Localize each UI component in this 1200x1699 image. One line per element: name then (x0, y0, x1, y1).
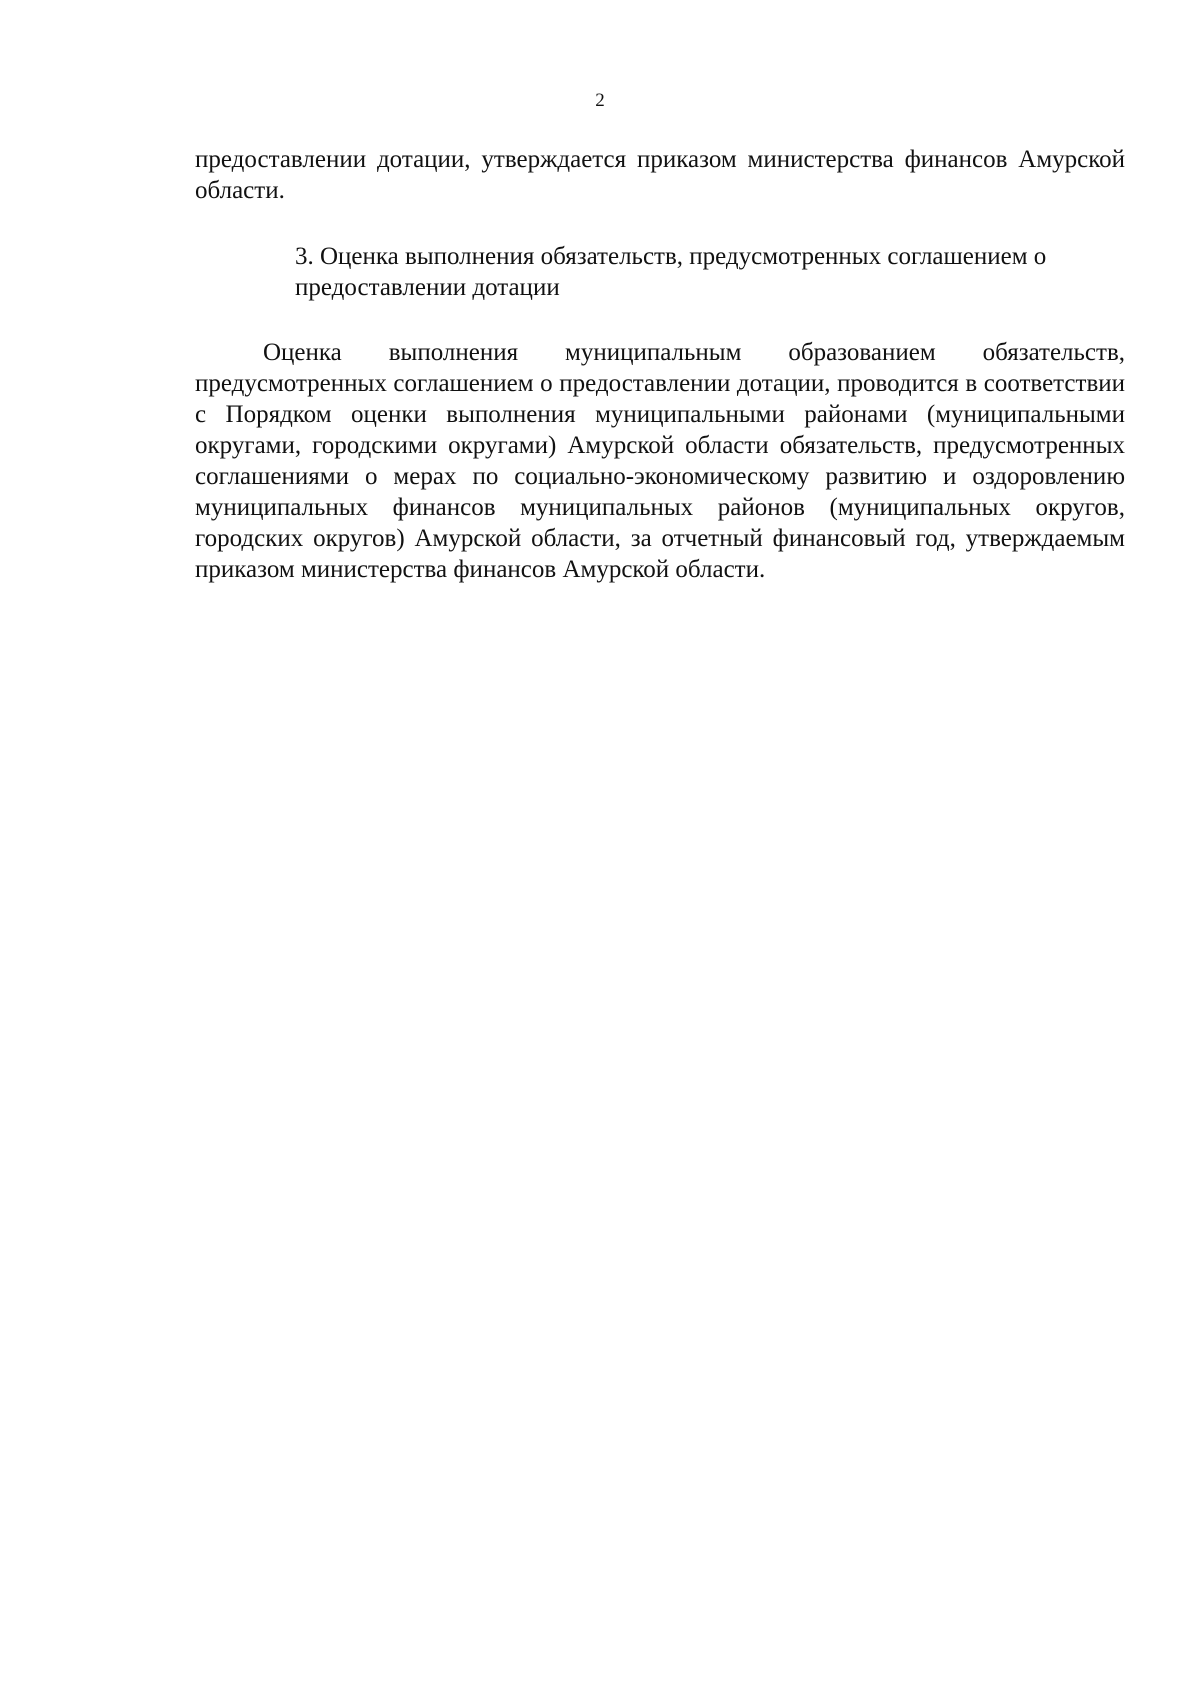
section-heading-line-2: предоставлении дотации (295, 274, 560, 301)
section-heading (195, 241, 1125, 303)
document-body (195, 144, 1125, 585)
section-heading-line-1: 3. Оценка выполнения обязательств, предусмотренных соглашением о (295, 243, 1047, 270)
continuation-paragraph: предоставлении дотации, утверждается приказом министерства финансов Амурской области. (195, 146, 1125, 204)
page-number: 2 (595, 90, 605, 111)
section-paragraph: Оценка выполнения муниципальным образованием обязательств, предусмотренных соглашением о предоставлении дотации, проводится в соответствии с Порядком оценки выполнения муниципальными районами (муниципальными округами, городскими округами) Амурской области обязательств, предусмотренных соглашениями о мерах по социально-экономическому развитию и оздоровлению муниципальных финансов муниципальных районов (муниципальных округов, городских округов) Амурской области, за отчетный финансовый год, утверждаемым приказом министерства финансов Амурской области. (195, 339, 1125, 583)
